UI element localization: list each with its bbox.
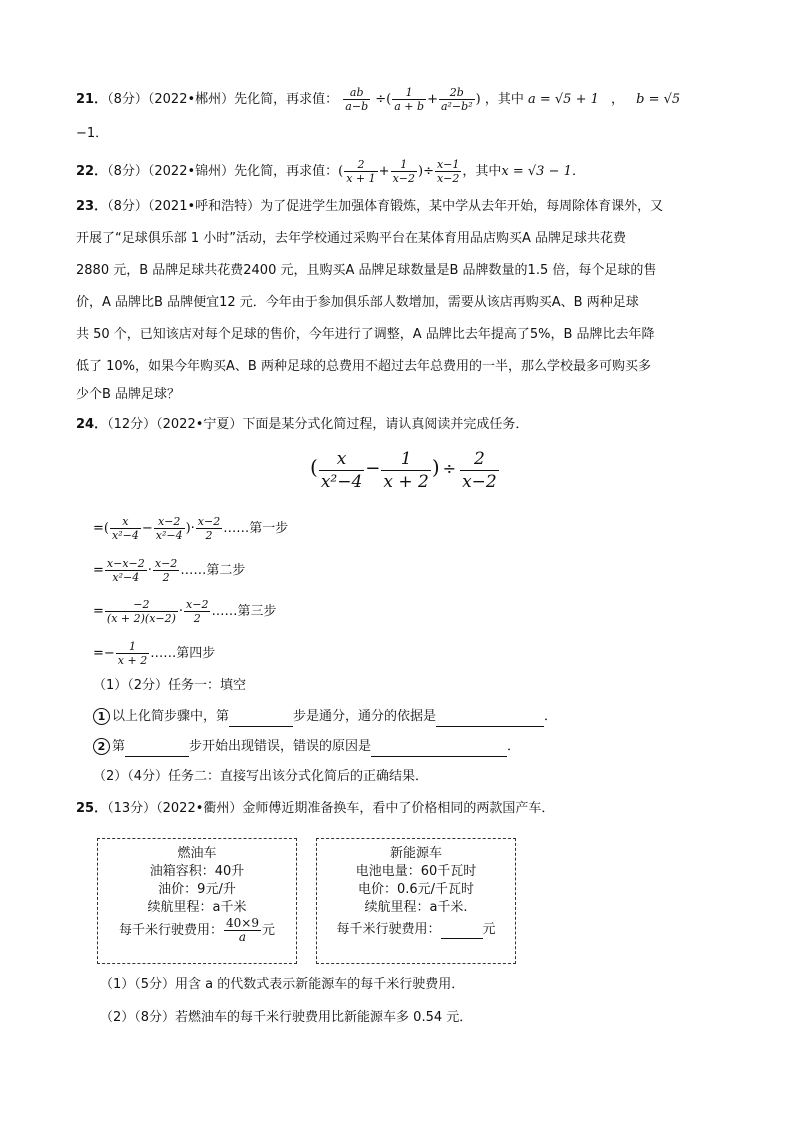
q25-sub2: （2）（8分）若燃油车的每千米行驶费用比新能源车多 0.54 元． xyxy=(100,1010,473,1025)
q22-score: （8分） xyxy=(107,164,148,179)
q21-b-value: b = √5 xyxy=(636,92,681,107)
q21-source: （2022•郴州） xyxy=(147,92,235,107)
q23-line3: 2880 元，B 品牌足球共花费2400 元，且购买A 品牌足球数量是B 品牌数量的1.5 倍，每个足球的售 xyxy=(76,263,657,278)
ev-range: 续航里程：a千米. xyxy=(364,900,468,915)
q21-frac-ab: $\frac{ab}{a-b}$ xyxy=(345,86,369,113)
q24-step3 xyxy=(93,598,276,625)
q21-line1 xyxy=(76,86,680,113)
q24-step3-dot: · xyxy=(178,604,184,619)
q24-step1-frac3: $\frac{x-2}{2}$ xyxy=(197,515,221,542)
q22-tail: ，其中 xyxy=(462,164,502,179)
q22-source: （2022•锦州） xyxy=(147,164,235,179)
ev-car-title: 新能源车 xyxy=(389,846,442,861)
q24-step1-frac2: $\frac{x-2}{\text{x²−4}}$ xyxy=(155,515,183,542)
q21-frac-2b: $\frac{2b}{\text{a²−b²}}$ xyxy=(440,86,473,113)
q21-a-value: a = √5 + 1 xyxy=(527,92,599,107)
q24-main-div: ÷ xyxy=(442,459,457,478)
q25-number: 25． xyxy=(76,801,108,816)
q22-div: ÷ xyxy=(423,164,434,179)
q24-step3-eq: = xyxy=(93,604,104,619)
q22-rparen: ) xyxy=(417,164,424,179)
q23-line5: 共 50 个，已知该店对每个足球的售价，今年进行了调整，A 品牌比去年提高了5%，B 品牌比去年降 xyxy=(76,327,655,342)
q24-step1-dot: · xyxy=(190,521,195,536)
q23-line4: 价，A 品牌比B 品牌便宜12 元．今年由于参加俱乐部人数增加，需要从该店再购买A、B 两种足球 xyxy=(76,295,639,310)
q23-score: （8分） xyxy=(107,199,148,214)
circled-number-1: 1 xyxy=(93,708,110,725)
q24-main-rparen: ) xyxy=(431,455,440,479)
fuel-range: 续航里程：a千米 xyxy=(147,900,247,915)
q24-step4-label: ……第四步 xyxy=(150,646,216,661)
fuel-cost-fraction: $\frac{40\times 9}{a}$ xyxy=(226,916,259,944)
q25-score: （13分） xyxy=(107,801,157,816)
q24-step4 xyxy=(93,640,215,667)
q24-t1a-pre: 以上化简步骤中，第 xyxy=(112,709,230,724)
q23-text-0: 为了促进学生加强体育锻炼，某中学从去年开始，每周除体育课外，又 xyxy=(260,199,664,214)
q24-step1-frac1: $\frac{x}{\text{x²−4}}$ xyxy=(111,515,139,542)
q24-blank-step-2[interactable] xyxy=(125,742,189,757)
q21-div-sign: ÷ xyxy=(375,92,387,107)
q24-t1b-mid: 步开始出现错误，错误的原因是 xyxy=(189,739,372,754)
fuel-car-title: 燃油车 xyxy=(177,846,217,861)
q21-rparen: ) xyxy=(475,92,481,107)
q24-blank-reason[interactable] xyxy=(371,742,507,757)
q23-line6: 低了 10%，如果今年购买A、B 两种足球的总费用不超过去年总费用的一半，那么学校最多可购买多 xyxy=(76,359,651,374)
q21-line2: −1． xyxy=(76,126,109,141)
ev-cost-per-km xyxy=(317,921,515,939)
q24-blank-step-1[interactable] xyxy=(229,712,293,727)
ev-car-box xyxy=(316,838,516,964)
q21-plus: + xyxy=(427,92,438,107)
q24-step2-eq: = xyxy=(93,563,104,578)
q24-step2-frac1: $\frac{x-x-2}{\text{x²−4}}$ xyxy=(106,557,145,584)
q24-step1-rparen: ) xyxy=(185,521,191,536)
q22-line xyxy=(76,158,585,185)
q24-step2-dot: · xyxy=(147,563,152,578)
ev-battery-capacity: 电池电量：60千瓦时 xyxy=(355,864,477,879)
q22-frac-1: $\frac{1}{x-2}$ xyxy=(392,158,415,185)
q24-main-minus: − xyxy=(365,458,381,479)
q23-source: （2021•呼和浩特） xyxy=(147,199,261,214)
q23-line7: 少个B 品牌足球？ xyxy=(76,387,181,402)
q24-task2: （2）（4分）任务二：直接写出该分式化简后的正确结果． xyxy=(93,769,429,784)
q21-prompt: 先化简，再求值： xyxy=(234,92,339,107)
q24-main-frac3: $\frac{2}{x-2}$ xyxy=(462,449,497,492)
q21-number: 21． xyxy=(76,92,108,107)
q23-number: 23． xyxy=(76,199,108,214)
q24-step3-frac1: $\frac{-2}{(x + 2)(x-2)}$ xyxy=(106,598,176,625)
ev-cost-unit: 元 xyxy=(482,922,496,937)
q24-t1b-end: ． xyxy=(507,739,521,754)
q24-step1 xyxy=(93,515,288,542)
q22-lparen: ( xyxy=(338,164,344,179)
q24-task1: （1）（2分）任务一：填空 xyxy=(93,678,247,693)
q24-step2-frac2: $\frac{x-2}{2}$ xyxy=(154,557,178,584)
q24-step1-minus: − xyxy=(141,521,153,536)
q24-header xyxy=(76,415,528,435)
q24-step3-frac2: $\frac{x-2}{2}$ xyxy=(186,598,209,625)
fuel-cost-label: 每千米行驶费用： xyxy=(119,923,224,938)
q22-number: 22． xyxy=(76,164,108,179)
q21-score: （8分） xyxy=(107,92,148,107)
q24-step1-label: ……第一步 xyxy=(223,521,289,536)
q24-prompt: 下面是某分式化简过程，请认真阅读并完成任务． xyxy=(242,417,529,432)
q24-source: （2022•宁夏） xyxy=(156,417,243,432)
q24-step4-eq: =− xyxy=(93,646,115,661)
fuel-price: 油价：9元/升 xyxy=(158,882,236,897)
ev-cost-label: 每千米行驶费用： xyxy=(336,922,441,937)
q24-step3-label: ……第三步 xyxy=(211,604,277,619)
q25-header xyxy=(76,799,554,819)
fuel-car-box xyxy=(97,838,297,964)
q24-step4-frac1: $\frac{1}{x + 2}$ xyxy=(117,640,148,667)
q24-main-frac1: $\frac{x}{\text{x²−4}}$ xyxy=(320,449,363,492)
q22-frac-2: $\frac{2}{x + 1}$ xyxy=(346,158,376,185)
q22-prompt: 先化简，再求值： xyxy=(234,164,339,179)
fuel-cost-per-km xyxy=(98,917,296,944)
q24-score: （12分） xyxy=(107,417,157,432)
ev-electricity-price: 电价：0.6元/千瓦时 xyxy=(357,882,475,897)
q25-prompt: 金师傅近期准备换车，看中了价格相同的两款国产车． xyxy=(242,801,555,816)
q22-x-value: x = √3 − 1． xyxy=(501,164,585,179)
q21-frac-1: $\frac{1}{a + b}$ xyxy=(394,86,425,113)
q24-task1-b xyxy=(93,737,520,757)
q24-step1-eq: = xyxy=(93,521,104,536)
q22-frac-x: $\frac{x-1}{x-2}$ xyxy=(436,158,460,185)
q24-main-expression xyxy=(310,442,500,496)
q24-number: 24． xyxy=(76,417,108,432)
q24-t1b-pre: 第 xyxy=(112,739,126,754)
fuel-cost-unit: 元 xyxy=(261,923,275,938)
q25-sub1: （1）（5分）用含 a 的代数式表示新能源车的每千米行驶费用． xyxy=(100,977,465,992)
q24-step1-lparen: ( xyxy=(103,521,109,536)
q24-task1-a xyxy=(93,707,557,727)
q24-step2-label: ……第二步 xyxy=(180,563,246,578)
fuel-tank-capacity: 油箱容积：40升 xyxy=(149,864,245,879)
q24-main-frac2: $\frac{1}{x + 2}$ xyxy=(383,449,429,492)
circled-number-2: 2 xyxy=(93,738,110,755)
q24-step2 xyxy=(93,557,245,584)
q24-blank-basis[interactable] xyxy=(436,712,544,727)
q24-t1a-end: ． xyxy=(544,709,558,724)
q22-plus: + xyxy=(378,164,390,179)
q23-line1 xyxy=(76,197,663,217)
q21-sep: ， xyxy=(611,92,625,107)
q23-line2: 开展了“足球俱乐部 1 小时”活动，去年学校通过采购平台在某体育用品店购买A 品牌足球共花费 xyxy=(76,231,627,246)
q21-cond: ，其中 xyxy=(484,92,524,107)
q24-main-lparen: ( xyxy=(310,455,318,479)
q25-source: （2022•衢州） xyxy=(156,801,243,816)
q21-lparen: ( xyxy=(386,92,392,107)
ev-cost-blank[interactable] xyxy=(441,924,483,939)
q24-t1a-mid: 步是通分，通分的依据是 xyxy=(293,709,437,724)
